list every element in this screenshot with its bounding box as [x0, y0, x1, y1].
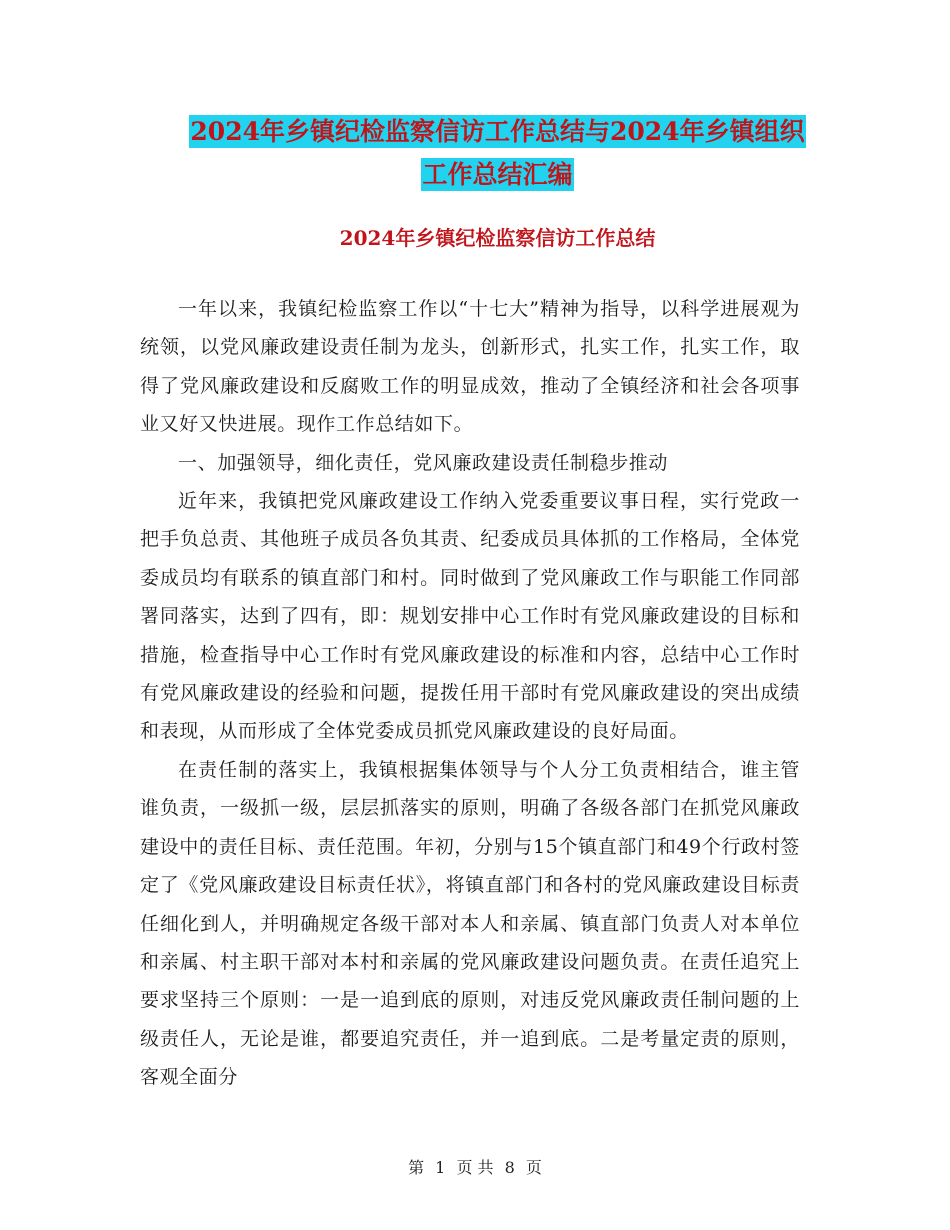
- title-highlight: 2024年乡镇纪检监察信访工作总结与2024年乡镇组织: [190, 117, 805, 146]
- paragraph-intro: 一年以来，我镇纪检监察工作以“十七大”精神为指导，以科学进展观为统领，以党风廉政建设责任制为龙头，创新形式，扎实工作，扎实工作，取得了党风廉政建设和反腐败工作的明显成效，推动了全镇经济和社会各项事业又好又快进展。现作工作总结如下。: [140, 298, 800, 436]
- document-title-line-1: [140, 112, 855, 148]
- title-highlight: 工作总结汇编: [422, 160, 573, 189]
- page-middle: 页 共: [456, 1158, 494, 1177]
- page-footer: [0, 1155, 950, 1178]
- paragraph-body-1: 近年来，我镇把党风廉政建设工作纳入党委重要议事日程，实行党政一把手负总责、其他班子成员各负其责、纪委成员具体抓的工作格局，全体党委成员均有联系的镇直部门和村。同时做到了党风廉政工作与职能工作同部署同落实，达到了四有，即：规划安排中心工作时有党风廉政建设的目标和措施，检查指导中心工作时有党风廉政建设的标准和内容，总结中心工作时有党风廉政建设的经验和问题，提拨任用干部时有党风廉政建设的突出成绩和表现，从而形成了全体党委成员抓党风廉政建设的良好局面。: [140, 490, 800, 743]
- page-number: 1: [435, 1158, 446, 1177]
- page-total: 8: [504, 1158, 515, 1177]
- paragraph-body-2: 在责任制的落实上，我镇根据集体领导与个人分工负责相结合，谁主管谁负责，一级抓一级，层层抓落实的原则，明确了各级各部门在抓党风廉政建设中的责任目标、责任范围。年初，分别与15个镇直部门和49个行政村签定了《党风廉政建设目标责任状》，将镇直部门和各村的党风廉政建设目标责任细化到人，并明确规定各级干部对本人和亲属、镇直部门负责人对本单位和亲属、村主职干部对本村和亲属的党风廉政建设问题负责。在责任追究上要求坚持三个原则：一是一追到底的原则，对违反党风廉政责任制问题的上级责任人，无论是谁，都要追究责任，并一追到底。二是考量定责的原则，客观全面分: [140, 758, 800, 1089]
- document-title-line-2: [140, 155, 855, 191]
- section-title: 2024年乡镇纪检监察信访工作总结: [339, 226, 656, 250]
- page-suffix: 页: [525, 1158, 542, 1177]
- page-prefix: 第: [408, 1158, 425, 1177]
- paragraph-heading-1: 一、加强领导，细化责任，党风廉政建设责任制稳步推动: [178, 451, 669, 474]
- document-body: [140, 290, 800, 1097]
